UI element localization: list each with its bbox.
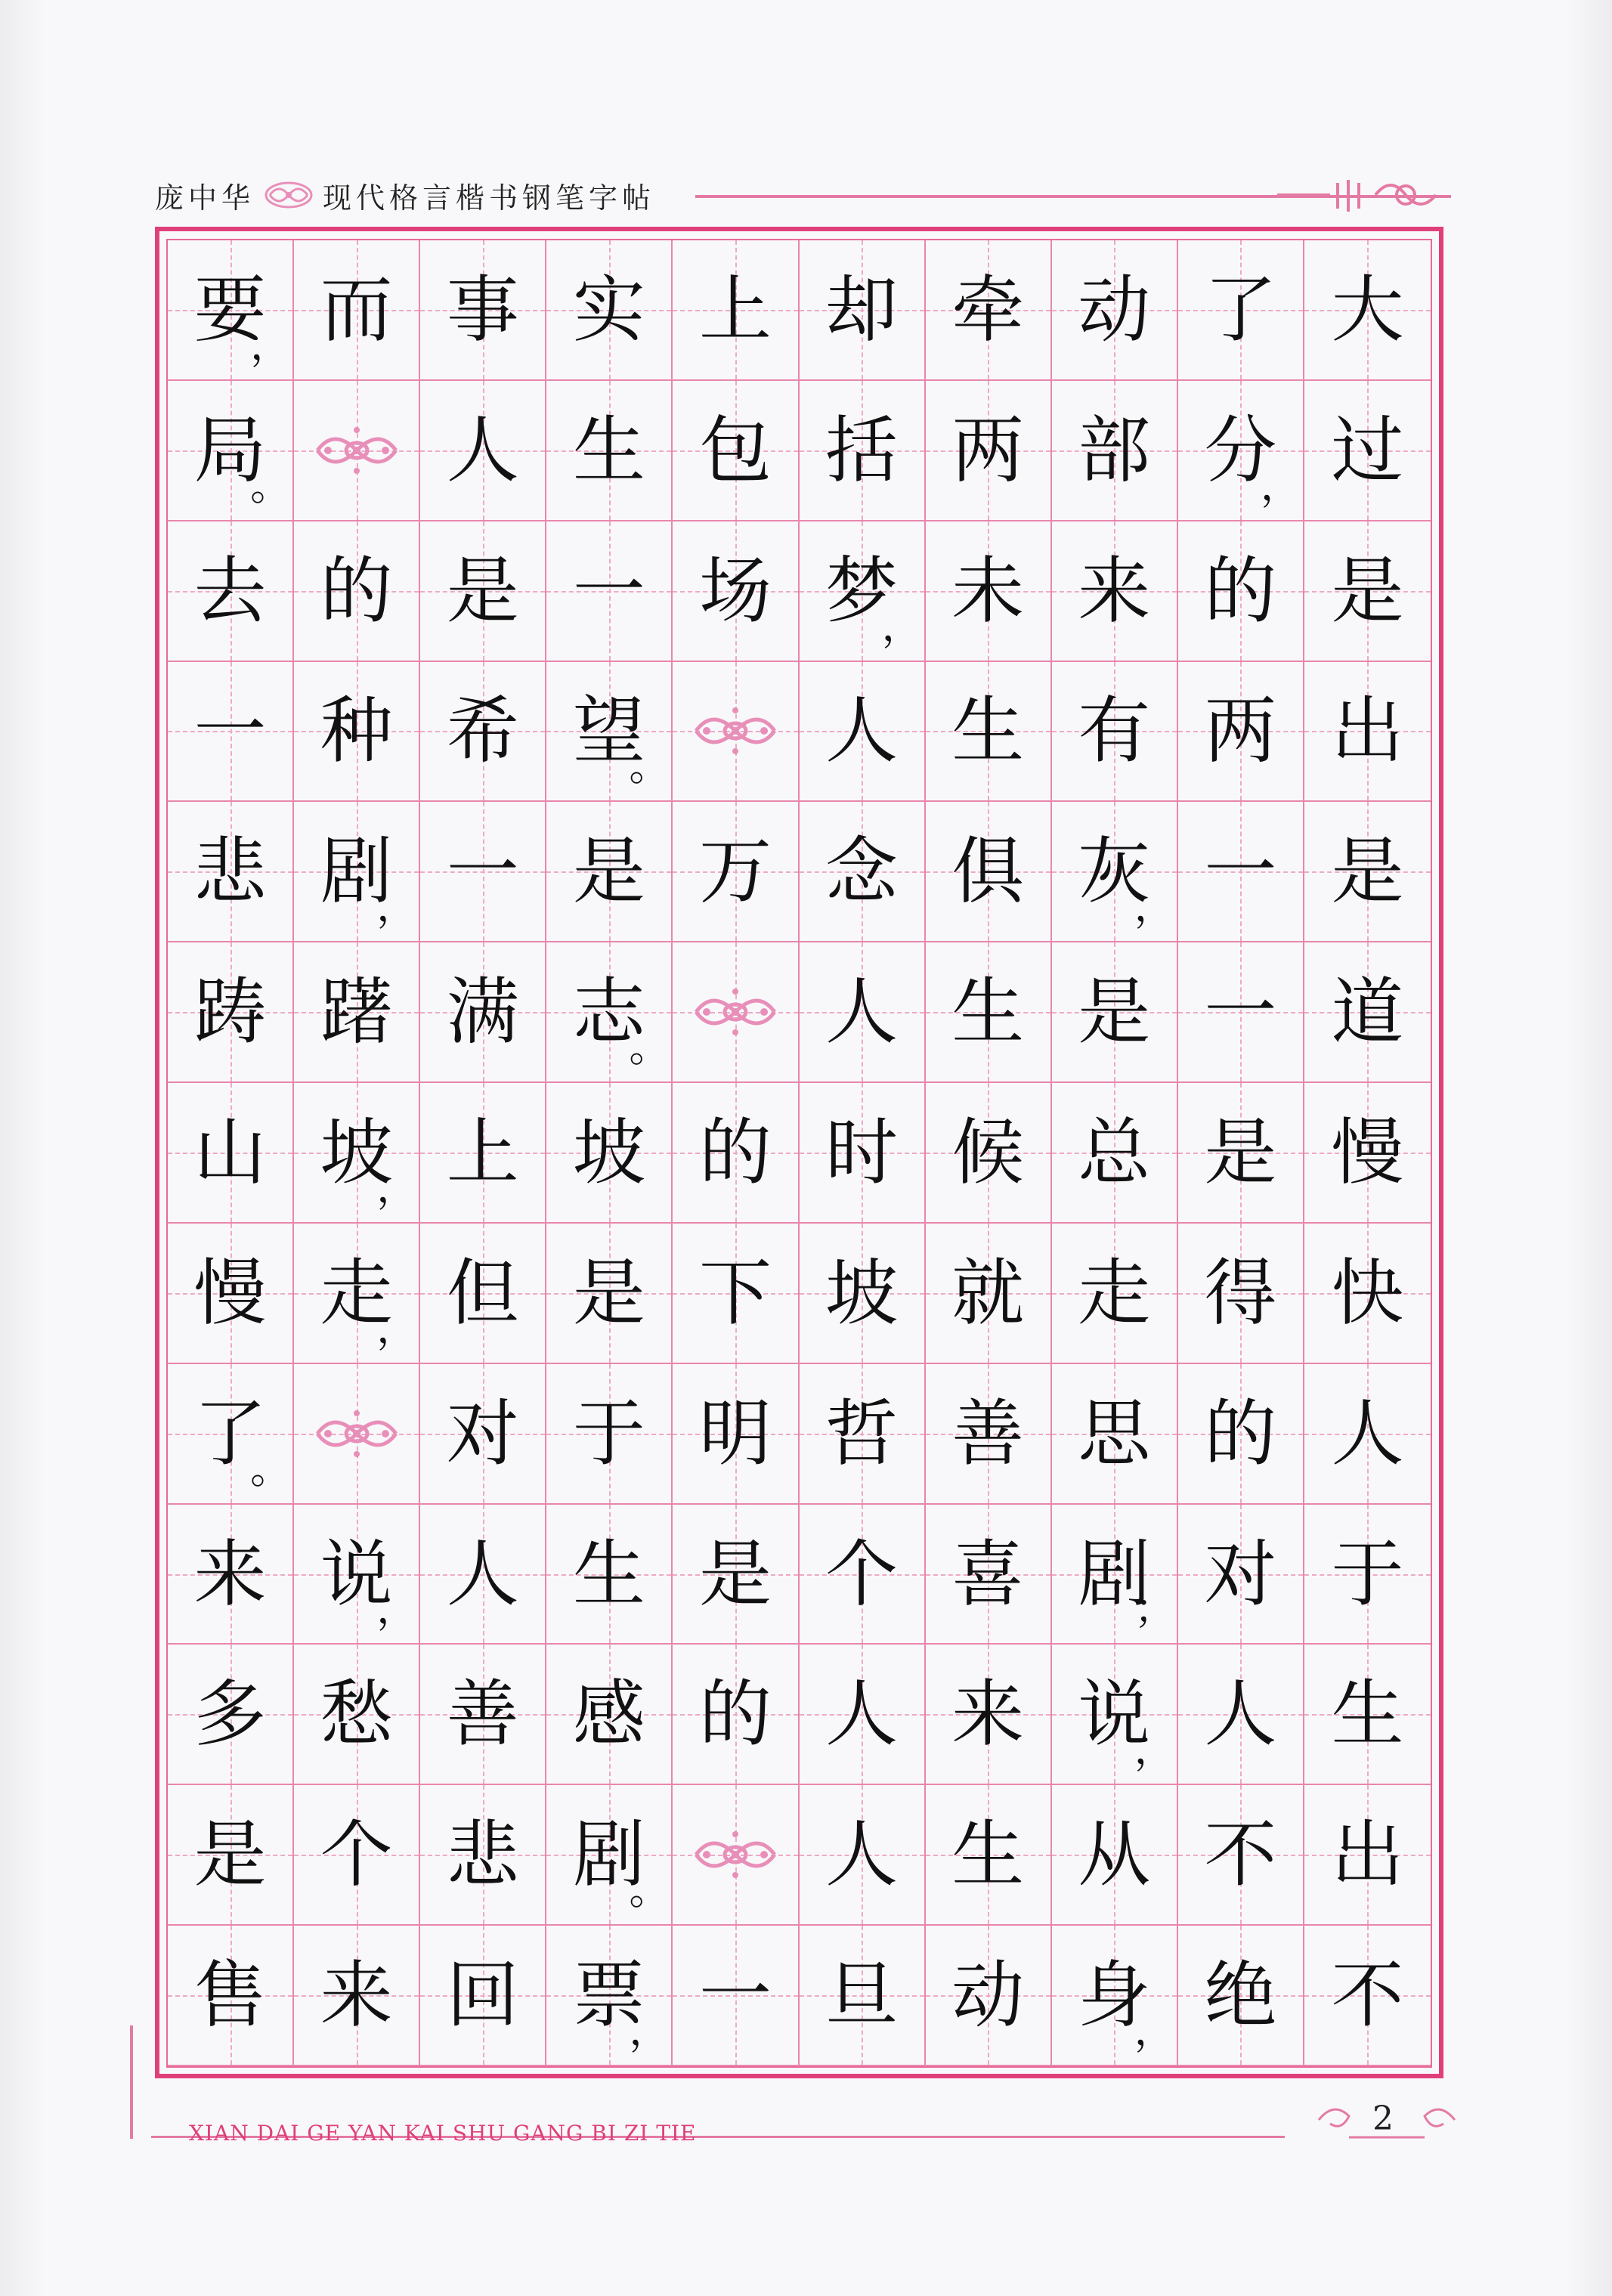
character: 出 bbox=[1331, 688, 1404, 774]
character: 人 bbox=[446, 1531, 519, 1617]
character: 望 bbox=[572, 688, 645, 774]
character: 多 bbox=[193, 1672, 267, 1757]
grid-cell bbox=[294, 521, 420, 662]
grid-cell bbox=[673, 1926, 799, 2066]
grid-cell bbox=[800, 1926, 926, 2066]
character: 说 bbox=[1078, 1672, 1151, 1757]
grid-cell bbox=[1304, 381, 1431, 521]
punctuation-mark: ， bbox=[376, 1304, 418, 1352]
character: 的 bbox=[698, 1109, 772, 1195]
character: 希 bbox=[446, 688, 519, 774]
character: 喜 bbox=[951, 1531, 1025, 1617]
grid-cell bbox=[420, 802, 546, 942]
character: 两 bbox=[1204, 688, 1277, 774]
grid-cell bbox=[294, 1083, 420, 1224]
grid-cell bbox=[420, 381, 546, 521]
grid-cell bbox=[1052, 942, 1178, 1083]
grid-cell bbox=[1178, 802, 1304, 942]
character: 一 bbox=[1204, 829, 1277, 914]
grid-cell bbox=[926, 521, 1052, 662]
character: 踌 bbox=[193, 970, 267, 1055]
grid-cell bbox=[1178, 1645, 1304, 1785]
grid-cell bbox=[673, 942, 799, 1083]
grid-cell bbox=[1304, 802, 1431, 942]
grid-cell bbox=[800, 1785, 926, 1926]
grid-cell bbox=[1178, 240, 1304, 381]
grid-cell bbox=[673, 240, 799, 381]
grid-cell bbox=[1052, 1645, 1178, 1785]
grid-cell bbox=[1178, 942, 1304, 1083]
character: 的 bbox=[320, 548, 393, 633]
grid-cell bbox=[673, 1083, 799, 1224]
grid-cell bbox=[1052, 1926, 1178, 2066]
character: 旦 bbox=[825, 1953, 899, 2038]
grid-cell bbox=[926, 1926, 1052, 2066]
grid-cell bbox=[294, 942, 420, 1083]
calligraphy-grid bbox=[168, 240, 1431, 2066]
character: 身 bbox=[1078, 1953, 1151, 2038]
grid-cell bbox=[168, 1926, 294, 2066]
grid-cell bbox=[1178, 662, 1304, 803]
grid-cell bbox=[546, 381, 673, 521]
character: 部 bbox=[1078, 407, 1151, 493]
grid-cell bbox=[1304, 1224, 1431, 1364]
character: 而 bbox=[320, 267, 393, 352]
character: 一 bbox=[446, 829, 519, 914]
character: 来 bbox=[320, 1953, 393, 2038]
grid-cell bbox=[1052, 1364, 1178, 1505]
book-title: 现代格言楷书钢笔字帖 bbox=[323, 181, 656, 215]
grid-cell bbox=[1304, 521, 1431, 662]
character: 明 bbox=[698, 1391, 772, 1476]
flower-ornament-icon bbox=[690, 986, 781, 1038]
grid-cell bbox=[546, 1224, 673, 1364]
grid-cell bbox=[673, 1645, 799, 1785]
grid-cell bbox=[800, 942, 926, 1083]
grid-cell bbox=[546, 521, 673, 662]
character: 上 bbox=[698, 267, 772, 352]
character: 生 bbox=[572, 1531, 645, 1617]
grid-cell bbox=[168, 1224, 294, 1364]
grid-cell bbox=[420, 942, 546, 1083]
grid-cell bbox=[294, 381, 420, 521]
character: 来 bbox=[193, 1531, 267, 1617]
grid-cell bbox=[800, 1645, 926, 1785]
grid-cell bbox=[546, 1645, 673, 1785]
grid-cell bbox=[546, 1505, 673, 1645]
character: 生 bbox=[951, 688, 1025, 774]
grid-cell bbox=[673, 802, 799, 942]
character: 候 bbox=[951, 1109, 1025, 1195]
character: 了 bbox=[1204, 267, 1277, 352]
grid-cell bbox=[1178, 1505, 1304, 1645]
character: 两 bbox=[951, 407, 1025, 493]
character: 一 bbox=[572, 548, 645, 633]
character: 的 bbox=[698, 1672, 772, 1757]
character: 念 bbox=[825, 829, 899, 914]
character: 生 bbox=[951, 970, 1025, 1055]
character: 一 bbox=[193, 688, 267, 774]
punctuation-mark: 。 bbox=[250, 461, 292, 509]
character: 山 bbox=[193, 1109, 267, 1195]
grid-cell bbox=[294, 802, 420, 942]
character: 梦 bbox=[825, 548, 899, 633]
character: 有 bbox=[1078, 688, 1151, 774]
character: 满 bbox=[446, 970, 519, 1055]
grid-cell bbox=[168, 662, 294, 803]
character: 哲 bbox=[825, 1391, 899, 1476]
grid-cell bbox=[1304, 942, 1431, 1083]
grid-cell bbox=[1304, 1364, 1431, 1505]
character: 生 bbox=[1331, 1672, 1404, 1757]
punctuation-mark: ， bbox=[881, 602, 923, 650]
character: 大 bbox=[1331, 267, 1404, 352]
grid-cell bbox=[294, 1505, 420, 1645]
character: 人 bbox=[1204, 1672, 1277, 1757]
character: 是 bbox=[572, 1250, 645, 1335]
character: 的 bbox=[1204, 548, 1277, 633]
character: 志 bbox=[572, 970, 645, 1055]
grid-cell bbox=[1052, 1224, 1178, 1364]
character: 下 bbox=[698, 1250, 772, 1335]
author-name: 庞中华 bbox=[155, 181, 255, 215]
character: 俱 bbox=[951, 829, 1025, 914]
grid-cell bbox=[926, 1364, 1052, 1505]
grid-cell bbox=[673, 1785, 799, 1926]
character: 坡 bbox=[572, 1109, 645, 1195]
character: 道 bbox=[1331, 970, 1404, 1055]
grid-cell bbox=[1304, 662, 1431, 803]
punctuation-mark: ， bbox=[629, 2007, 670, 2054]
character: 慢 bbox=[1331, 1109, 1404, 1195]
grid-cell bbox=[546, 1364, 673, 1505]
grid-cell bbox=[1052, 240, 1178, 381]
character: 动 bbox=[1078, 267, 1151, 352]
grid-cell bbox=[926, 1083, 1052, 1224]
character: 个 bbox=[825, 1531, 899, 1617]
grid-cell bbox=[420, 662, 546, 803]
character: 对 bbox=[446, 1391, 519, 1476]
character: 悲 bbox=[193, 829, 267, 914]
character: 是 bbox=[1204, 1109, 1277, 1195]
grid-cell bbox=[546, 942, 673, 1083]
character: 票 bbox=[572, 1953, 645, 2038]
grid-cell bbox=[1178, 1926, 1304, 2066]
grid-cell bbox=[673, 1505, 799, 1645]
character: 售 bbox=[193, 1953, 267, 2038]
grid-cell bbox=[546, 1926, 673, 2066]
character: 却 bbox=[825, 267, 899, 352]
character: 人 bbox=[825, 688, 899, 774]
grid-cell bbox=[673, 1224, 799, 1364]
character: 灰 bbox=[1078, 829, 1151, 914]
character: 于 bbox=[572, 1391, 645, 1476]
grid-cell bbox=[800, 1224, 926, 1364]
footer-bracket bbox=[130, 2025, 133, 2139]
grid-cell bbox=[168, 1645, 294, 1785]
punctuation-mark: ， bbox=[1260, 461, 1301, 509]
character: 牵 bbox=[951, 267, 1025, 352]
character: 生 bbox=[572, 407, 645, 493]
grid-cell bbox=[294, 662, 420, 803]
character: 了 bbox=[193, 1391, 267, 1476]
character: 人 bbox=[825, 970, 899, 1055]
character: 括 bbox=[825, 407, 899, 493]
character: 万 bbox=[698, 829, 772, 914]
character: 过 bbox=[1331, 407, 1404, 493]
grid-cell bbox=[294, 240, 420, 381]
grid-cell bbox=[1178, 1224, 1304, 1364]
grid-cell bbox=[926, 802, 1052, 942]
grid-cell bbox=[673, 1364, 799, 1505]
character: 剧 bbox=[572, 1812, 645, 1898]
grid-cell bbox=[926, 1645, 1052, 1785]
grid-cell bbox=[546, 802, 673, 942]
grid-cell bbox=[1178, 1364, 1304, 1505]
character: 人 bbox=[825, 1812, 899, 1898]
punctuation-mark: ， bbox=[376, 1585, 418, 1633]
flower-ornament-icon bbox=[690, 1828, 781, 1881]
grid-cell bbox=[294, 1364, 420, 1505]
character: 是 bbox=[1331, 548, 1404, 633]
character: 是 bbox=[698, 1531, 772, 1617]
character: 人 bbox=[825, 1672, 899, 1757]
grid-cell bbox=[673, 521, 799, 662]
character: 剧 bbox=[320, 829, 393, 914]
character: 不 bbox=[1331, 1953, 1404, 2038]
punctuation-mark: 。 bbox=[250, 1444, 292, 1493]
grid-cell bbox=[420, 1785, 546, 1926]
punctuation-mark: ， bbox=[1134, 1725, 1175, 1774]
grid-cell bbox=[926, 1224, 1052, 1364]
grid-cell bbox=[1304, 240, 1431, 381]
character: 快 bbox=[1331, 1250, 1404, 1335]
character: 绝 bbox=[1204, 1953, 1277, 2038]
grid-cell bbox=[420, 240, 546, 381]
character: 愁 bbox=[320, 1672, 393, 1757]
character: 就 bbox=[951, 1250, 1025, 1335]
grid-cell bbox=[168, 240, 294, 381]
character: 剧 bbox=[1078, 1531, 1151, 1617]
character: 躇 bbox=[320, 970, 393, 1055]
grid-cell bbox=[1178, 521, 1304, 662]
character: 一 bbox=[698, 1953, 772, 2038]
character: 坡 bbox=[825, 1250, 899, 1335]
flower-ornament-icon bbox=[311, 1407, 402, 1460]
character: 去 bbox=[193, 548, 267, 633]
grid-cell bbox=[546, 1083, 673, 1224]
flower-ornament-icon bbox=[690, 704, 781, 757]
grid-cell bbox=[673, 381, 799, 521]
grid-cell bbox=[420, 1083, 546, 1224]
character: 生 bbox=[951, 1812, 1025, 1898]
grid-cell bbox=[800, 1505, 926, 1645]
grid-cell bbox=[1178, 1785, 1304, 1926]
grid-cell bbox=[294, 1785, 420, 1926]
grid-cell bbox=[546, 662, 673, 803]
punctuation-mark: ， bbox=[376, 1163, 418, 1211]
character: 慢 bbox=[193, 1250, 267, 1335]
header-flower-icon bbox=[262, 178, 315, 212]
character: 走 bbox=[320, 1250, 393, 1335]
grid-cell bbox=[1304, 1645, 1431, 1785]
grid-cell bbox=[1304, 1505, 1431, 1645]
grid-cell bbox=[1178, 1083, 1304, 1224]
character: 时 bbox=[825, 1109, 899, 1195]
character: 从 bbox=[1078, 1812, 1151, 1898]
character: 是 bbox=[446, 548, 519, 633]
character: 分 bbox=[1204, 407, 1277, 493]
grid-cell bbox=[1052, 381, 1178, 521]
character: 善 bbox=[951, 1391, 1025, 1476]
grid-cell bbox=[926, 240, 1052, 381]
grid-cell bbox=[673, 662, 799, 803]
grid-cell bbox=[546, 240, 673, 381]
grid-cell bbox=[294, 1645, 420, 1785]
grid-cell bbox=[294, 1224, 420, 1364]
character: 于 bbox=[1331, 1531, 1404, 1617]
flower-ornament-icon bbox=[311, 424, 402, 477]
punctuation-mark: ， bbox=[1134, 883, 1175, 931]
grid-cell bbox=[926, 381, 1052, 521]
character: 悲 bbox=[446, 1812, 519, 1898]
character: 的 bbox=[1204, 1391, 1277, 1476]
character: 出 bbox=[1331, 1812, 1404, 1898]
character: 一 bbox=[1204, 970, 1277, 1055]
character: 未 bbox=[951, 548, 1025, 633]
character: 坡 bbox=[320, 1109, 393, 1195]
character: 走 bbox=[1078, 1250, 1151, 1335]
page-header bbox=[155, 172, 655, 218]
character: 说 bbox=[320, 1531, 393, 1617]
grid-cell bbox=[800, 521, 926, 662]
grid-cell bbox=[800, 240, 926, 381]
grid-cell bbox=[294, 1926, 420, 2066]
grid-cell bbox=[168, 1083, 294, 1224]
character: 局 bbox=[193, 407, 267, 493]
grid-cell bbox=[420, 1505, 546, 1645]
character: 个 bbox=[320, 1812, 393, 1898]
grid-cell bbox=[800, 802, 926, 942]
punctuation-mark: ， bbox=[376, 883, 418, 931]
punctuation-mark: ； bbox=[1134, 1585, 1175, 1633]
character: 回 bbox=[446, 1953, 519, 2038]
grid-cell bbox=[800, 1083, 926, 1224]
footer-pinyin-title: XIAN DAI GE YAN KAI SHU GANG BI ZI TIE bbox=[189, 2121, 697, 2146]
character: 是 bbox=[193, 1812, 267, 1898]
grid-cell bbox=[420, 1364, 546, 1505]
grid-cell bbox=[420, 521, 546, 662]
grid-cell bbox=[420, 1645, 546, 1785]
grid-cell bbox=[420, 1926, 546, 2066]
grid-cell bbox=[926, 662, 1052, 803]
grid-cell bbox=[168, 381, 294, 521]
grid-cell bbox=[1052, 1083, 1178, 1224]
grid-cell bbox=[800, 1364, 926, 1505]
character: 是 bbox=[1331, 829, 1404, 914]
grid-cell bbox=[168, 1364, 294, 1505]
page-number: 2 bbox=[1372, 2100, 1394, 2138]
punctuation-mark: ， bbox=[1134, 2007, 1175, 2054]
character: 但 bbox=[446, 1250, 519, 1335]
character: 对 bbox=[1204, 1531, 1277, 1617]
grid-cell bbox=[1052, 662, 1178, 803]
character: 感 bbox=[572, 1672, 645, 1757]
character: 场 bbox=[698, 548, 772, 633]
character: 不 bbox=[1204, 1812, 1277, 1898]
grid-cell bbox=[168, 1785, 294, 1926]
character: 来 bbox=[951, 1672, 1025, 1757]
grid-cell bbox=[1052, 802, 1178, 942]
character: 上 bbox=[446, 1109, 519, 1195]
character: 总 bbox=[1078, 1109, 1151, 1195]
grid-cell bbox=[1304, 1785, 1431, 1926]
character: 要 bbox=[193, 267, 267, 352]
grid-cell bbox=[168, 521, 294, 662]
character: 人 bbox=[1331, 1391, 1404, 1476]
character: 是 bbox=[1078, 970, 1151, 1055]
character: 包 bbox=[698, 407, 772, 493]
grid-cell bbox=[546, 1785, 673, 1926]
character: 得 bbox=[1204, 1250, 1277, 1335]
character: 种 bbox=[320, 688, 393, 774]
punctuation-mark: 。 bbox=[629, 1023, 670, 1072]
grid-cell bbox=[1304, 1926, 1431, 2066]
grid-cell bbox=[926, 1505, 1052, 1645]
character: 来 bbox=[1078, 548, 1151, 633]
grid-cell bbox=[1052, 1785, 1178, 1926]
grid-cell bbox=[168, 802, 294, 942]
punctuation-mark: ， bbox=[250, 320, 292, 369]
punctuation-mark: 。 bbox=[629, 1866, 670, 1914]
character: 动 bbox=[951, 1953, 1025, 2038]
grid-cell bbox=[1178, 381, 1304, 521]
grid-cell bbox=[168, 942, 294, 1083]
character: 实 bbox=[572, 267, 645, 352]
character: 是 bbox=[572, 829, 645, 914]
grid-cell bbox=[168, 1505, 294, 1645]
grid-cell bbox=[800, 381, 926, 521]
grid-cell bbox=[1052, 521, 1178, 662]
character: 善 bbox=[446, 1672, 519, 1757]
grid-cell bbox=[800, 662, 926, 803]
grid-cell bbox=[1304, 1083, 1431, 1224]
character: 人 bbox=[446, 407, 519, 493]
grid-cell bbox=[926, 1785, 1052, 1926]
punctuation-mark: 。 bbox=[629, 742, 670, 791]
character: 事 bbox=[446, 267, 519, 352]
character: 思 bbox=[1078, 1391, 1151, 1476]
grid-cell bbox=[926, 942, 1052, 1083]
header-scroll-ornament-icon bbox=[1270, 168, 1443, 221]
grid-cell bbox=[420, 1224, 546, 1364]
grid-cell bbox=[1052, 1505, 1178, 1645]
